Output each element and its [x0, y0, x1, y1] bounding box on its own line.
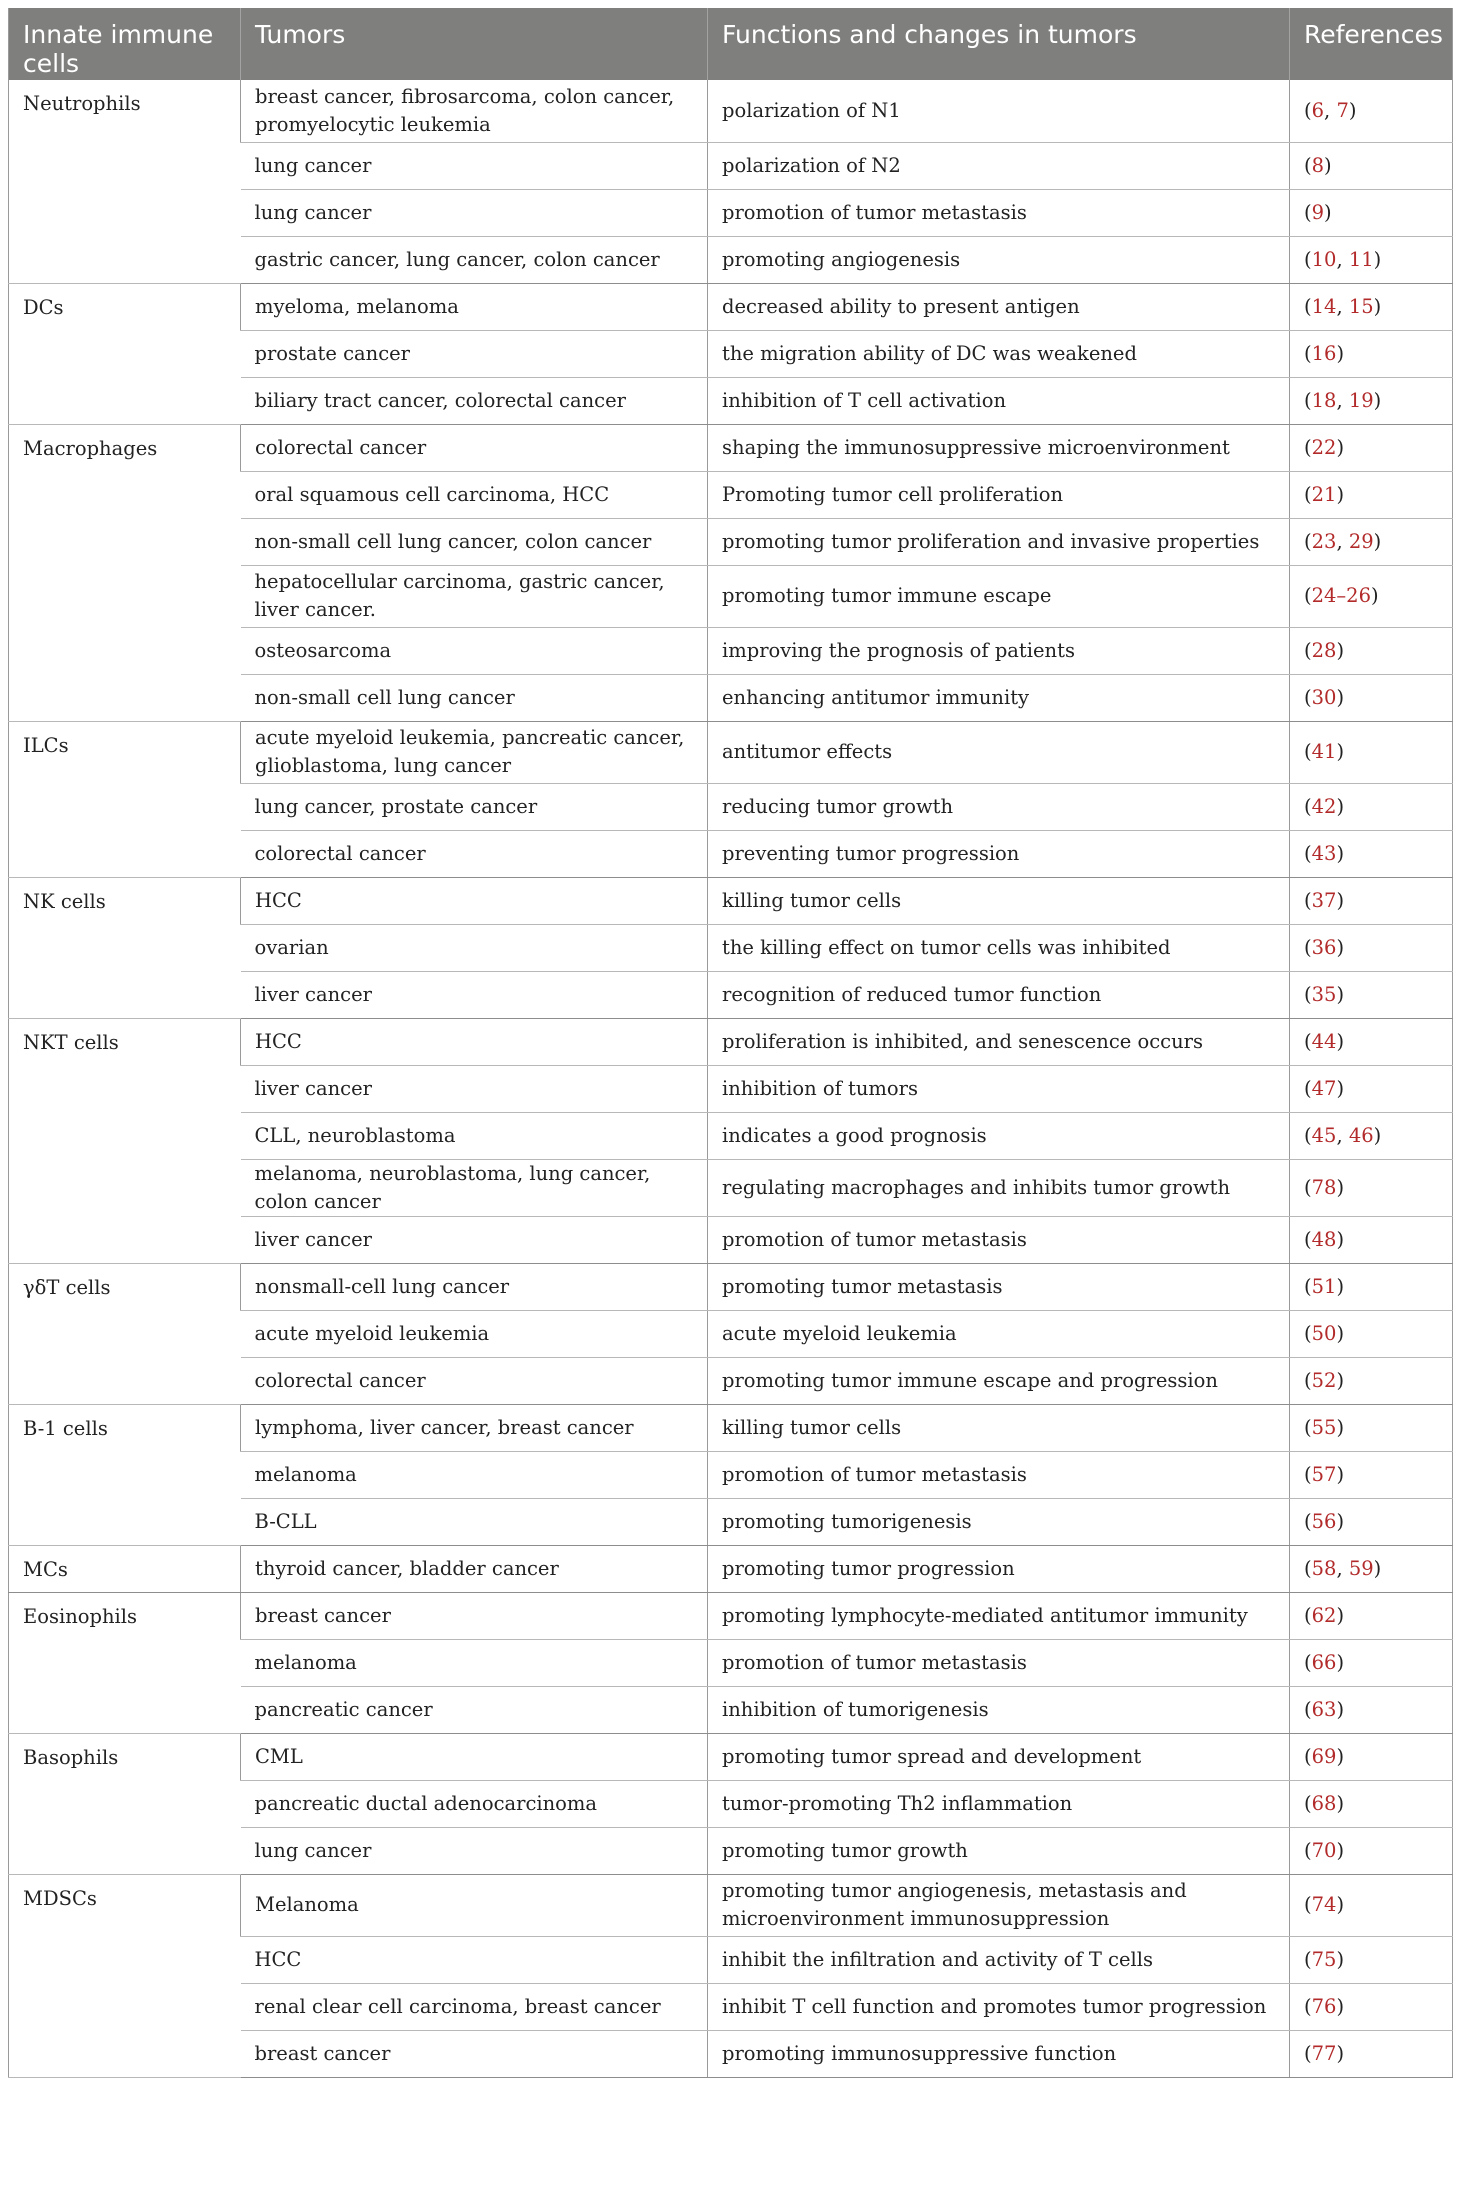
- function-cell: preventing tumor progression: [708, 830, 1290, 877]
- references-cell: (16): [1290, 330, 1453, 377]
- function-cell: inhibit T cell function and promotes tumor progression: [708, 1983, 1290, 2030]
- references-cell: (28): [1290, 627, 1453, 674]
- references-cell: (42): [1290, 783, 1453, 830]
- references-cell: (21): [1290, 471, 1453, 518]
- references-cell: (76): [1290, 1983, 1453, 2030]
- table-row: [9, 1404, 1453, 1451]
- function-cell: tumor-promoting Th2 inflammation: [708, 1780, 1290, 1827]
- innate-immune-cells-table: [8, 8, 1453, 2078]
- reference-link[interactable]: 18: [1311, 388, 1337, 412]
- reference-link[interactable]: 76: [1311, 1994, 1337, 2018]
- function-cell: inhibition of tumors: [708, 1065, 1290, 1112]
- header-functions: Functions and changes in tumors: [708, 8, 1290, 80]
- function-cell: promoting angiogenesis: [708, 236, 1290, 283]
- tumors-cell: melanoma: [241, 1451, 708, 1498]
- reference-link[interactable]: 56: [1311, 1509, 1337, 1533]
- references-cell: (78): [1290, 1159, 1453, 1216]
- tumors-cell: pancreatic cancer: [241, 1686, 708, 1733]
- tumors-cell: oral squamous cell carcinoma, HCC: [241, 471, 708, 518]
- reference-link[interactable]: 70: [1311, 1838, 1337, 1862]
- function-cell: promoting tumor growth: [708, 1827, 1290, 1874]
- references-cell: (69): [1290, 1733, 1453, 1780]
- tumors-cell: myeloma, melanoma: [241, 283, 708, 330]
- reference-link[interactable]: 14: [1311, 294, 1337, 318]
- function-cell: inhibition of T cell activation: [708, 377, 1290, 424]
- function-cell: promoting tumor spread and development: [708, 1733, 1290, 1780]
- function-cell: promotion of tumor metastasis: [708, 1639, 1290, 1686]
- reference-link[interactable]: 45: [1311, 1123, 1337, 1147]
- references-cell: (75): [1290, 1936, 1453, 1983]
- immune-cell-type: ILCs: [9, 721, 241, 877]
- function-cell: promoting tumor metastasis: [708, 1263, 1290, 1310]
- references-cell: (51): [1290, 1263, 1453, 1310]
- immune-cell-type: Basophils: [9, 1733, 241, 1874]
- tumors-cell: CML: [241, 1733, 708, 1780]
- header-tumors: Tumors: [241, 8, 708, 80]
- reference-link[interactable]: 11: [1348, 247, 1374, 271]
- reference-link[interactable]: 69: [1311, 1744, 1337, 1768]
- references-cell: (57): [1290, 1451, 1453, 1498]
- references-cell: (22): [1290, 424, 1453, 471]
- references-cell: (44): [1290, 1018, 1453, 1065]
- references-cell: (45, 46): [1290, 1112, 1453, 1159]
- references-cell: (70): [1290, 1827, 1453, 1874]
- function-cell: promoting immunosuppressive function: [708, 2030, 1290, 2077]
- reference-link[interactable]: 19: [1348, 388, 1374, 412]
- table-row: [9, 1545, 1453, 1592]
- references-cell: (37): [1290, 877, 1453, 924]
- function-cell: promoting tumor angiogenesis, metastasis and microenvironment immunosuppression: [708, 1874, 1290, 1936]
- references-cell: (10, 11): [1290, 236, 1453, 283]
- reference-link[interactable]: 43: [1311, 841, 1337, 865]
- reference-link[interactable]: 23: [1311, 529, 1337, 553]
- table-container: [8, 8, 1452, 2078]
- reference-link[interactable]: 66: [1311, 1650, 1337, 1674]
- tumors-cell: liver cancer: [241, 1216, 708, 1263]
- tumors-cell: non-small cell lung cancer, colon cancer: [241, 518, 708, 565]
- tumors-cell: lung cancer: [241, 142, 708, 189]
- function-cell: inhibit the infiltration and activity of T cells: [708, 1936, 1290, 1983]
- immune-cell-type: B-1 cells: [9, 1404, 241, 1545]
- function-cell: killing tumor cells: [708, 1404, 1290, 1451]
- immune-cell-type: MCs: [9, 1545, 241, 1592]
- immune-cell-type: Macrophages: [9, 424, 241, 721]
- reference-link[interactable]: 62: [1311, 1603, 1337, 1627]
- tumors-cell: breast cancer: [241, 2030, 708, 2077]
- tumors-cell: ovarian: [241, 924, 708, 971]
- tumors-cell: colorectal cancer: [241, 1357, 708, 1404]
- tumors-cell: liver cancer: [241, 1065, 708, 1112]
- tumors-cell: non-small cell lung cancer: [241, 674, 708, 721]
- reference-link[interactable]: 9: [1311, 200, 1325, 224]
- reference-link[interactable]: 8: [1311, 153, 1325, 177]
- table-row: [9, 1263, 1453, 1310]
- reference-link[interactable]: 7: [1336, 98, 1349, 122]
- references-cell: (50): [1290, 1310, 1453, 1357]
- tumors-cell: melanoma, neuroblastoma, lung cancer, colon cancer: [241, 1159, 708, 1216]
- reference-link[interactable]: 46: [1348, 1123, 1374, 1147]
- tumors-cell: breast cancer: [241, 1592, 708, 1639]
- tumors-cell: lymphoma, liver cancer, breast cancer: [241, 1404, 708, 1451]
- function-cell: polarization of N2: [708, 142, 1290, 189]
- tumors-cell: hepatocellular carcinoma, gastric cancer, liver cancer.: [241, 565, 708, 627]
- reference-link[interactable]: 42: [1311, 794, 1337, 818]
- reference-link[interactable]: 37: [1311, 888, 1337, 912]
- tumors-cell: pancreatic ductal adenocarcinoma: [241, 1780, 708, 1827]
- function-cell: improving the prognosis of patients: [708, 627, 1290, 674]
- table-row: [9, 721, 1453, 783]
- references-cell: (36): [1290, 924, 1453, 971]
- references-cell: (8): [1290, 142, 1453, 189]
- references-cell: (35): [1290, 971, 1453, 1018]
- references-cell: (41): [1290, 721, 1453, 783]
- tumors-cell: HCC: [241, 877, 708, 924]
- function-cell: Promoting tumor cell proliferation: [708, 471, 1290, 518]
- table-row: [9, 1018, 1453, 1065]
- table-row: [9, 1733, 1453, 1780]
- function-cell: proliferation is inhibited, and senescence occurs: [708, 1018, 1290, 1065]
- table-row: [9, 283, 1453, 330]
- references-cell: (66): [1290, 1639, 1453, 1686]
- function-cell: recognition of reduced tumor function: [708, 971, 1290, 1018]
- tumors-cell: B-CLL: [241, 1498, 708, 1545]
- function-cell: enhancing antitumor immunity: [708, 674, 1290, 721]
- reference-link[interactable]: 68: [1311, 1791, 1337, 1815]
- reference-link[interactable]: 10: [1311, 247, 1337, 271]
- reference-link[interactable]: 41: [1311, 740, 1337, 763]
- references-cell: (77): [1290, 2030, 1453, 2077]
- function-cell: promoting tumor progression: [708, 1545, 1290, 1592]
- function-cell: promotion of tumor metastasis: [708, 1451, 1290, 1498]
- tumors-cell: lung cancer, prostate cancer: [241, 783, 708, 830]
- immune-cell-type: Neutrophils: [9, 80, 241, 283]
- references-cell: (68): [1290, 1780, 1453, 1827]
- header-row: [9, 8, 1453, 80]
- references-cell: (63): [1290, 1686, 1453, 1733]
- tumors-cell: breast cancer, fibrosarcoma, colon cancer, promyelocytic leukemia: [241, 80, 708, 142]
- immune-cell-type: NK cells: [9, 877, 241, 1018]
- function-cell: the migration ability of DC was weakened: [708, 330, 1290, 377]
- reference-link[interactable]: 29: [1348, 529, 1374, 553]
- references-cell: (43): [1290, 830, 1453, 877]
- immune-cell-type: Eosinophils: [9, 1592, 241, 1733]
- table-row: [9, 1592, 1453, 1639]
- function-cell: decreased ability to present antigen: [708, 283, 1290, 330]
- tumors-cell: gastric cancer, lung cancer, colon cancer: [241, 236, 708, 283]
- function-cell: promoting tumor immune escape: [708, 565, 1290, 627]
- reference-link[interactable]: 59: [1348, 1556, 1374, 1580]
- function-cell: antitumor effects: [708, 721, 1290, 783]
- reference-link[interactable]: 63: [1311, 1697, 1337, 1721]
- tumors-cell: liver cancer: [241, 971, 708, 1018]
- references-cell: (48): [1290, 1216, 1453, 1263]
- references-cell: (62): [1290, 1592, 1453, 1639]
- tumors-cell: prostate cancer: [241, 330, 708, 377]
- reference-link[interactable]: 15: [1348, 294, 1374, 318]
- table-row: [9, 877, 1453, 924]
- function-cell: inhibition of tumorigenesis: [708, 1686, 1290, 1733]
- reference-link[interactable]: 48: [1311, 1227, 1337, 1251]
- references-cell: (23, 29): [1290, 518, 1453, 565]
- reference-link[interactable]: 28: [1311, 638, 1337, 662]
- function-cell: promoting tumor proliferation and invasive properties: [708, 518, 1290, 565]
- references-cell: (24–26): [1290, 565, 1453, 627]
- tumors-cell: CLL, neuroblastoma: [241, 1112, 708, 1159]
- reference-link[interactable]: 75: [1311, 1947, 1337, 1971]
- function-cell: promoting lymphocyte-mediated antitumor immunity: [708, 1592, 1290, 1639]
- tumors-cell: renal clear cell carcinoma, breast cancer: [241, 1983, 708, 2030]
- references-cell: (47): [1290, 1065, 1453, 1112]
- reference-link[interactable]: 77: [1311, 2041, 1337, 2065]
- function-cell: promoting tumorigenesis: [708, 1498, 1290, 1545]
- reference-link[interactable]: 22: [1311, 435, 1337, 459]
- reference-link[interactable]: 51: [1311, 1274, 1337, 1298]
- references-cell: (74): [1290, 1874, 1453, 1936]
- tumors-cell: melanoma: [241, 1639, 708, 1686]
- header-references: References: [1290, 8, 1453, 80]
- references-cell: (6, 7): [1290, 80, 1453, 142]
- reference-link[interactable]: 58: [1311, 1556, 1337, 1580]
- immune-cell-type: γδT cells: [9, 1263, 241, 1404]
- tumors-cell: HCC: [241, 1018, 708, 1065]
- function-cell: reducing tumor growth: [708, 783, 1290, 830]
- function-cell: regulating macrophages and inhibits tumor growth: [708, 1159, 1290, 1216]
- reference-link[interactable]: 24–26: [1311, 584, 1371, 607]
- tumors-cell: Melanoma: [241, 1874, 708, 1936]
- reference-link[interactable]: 44: [1311, 1029, 1337, 1053]
- reference-link[interactable]: 57: [1311, 1462, 1337, 1486]
- reference-link[interactable]: 50: [1311, 1321, 1337, 1345]
- function-cell: killing tumor cells: [708, 877, 1290, 924]
- reference-link[interactable]: 6: [1311, 98, 1325, 122]
- references-cell: (30): [1290, 674, 1453, 721]
- references-cell: (52): [1290, 1357, 1453, 1404]
- reference-link[interactable]: 55: [1311, 1415, 1337, 1439]
- immune-cell-type: DCs: [9, 283, 241, 424]
- immune-cell-type: MDSCs: [9, 1874, 241, 2077]
- tumors-cell: lung cancer: [241, 1827, 708, 1874]
- tumors-cell: HCC: [241, 1936, 708, 1983]
- table-row: [9, 80, 1453, 142]
- reference-link[interactable]: 35: [1311, 982, 1337, 1006]
- tumors-cell: osteosarcoma: [241, 627, 708, 674]
- reference-link[interactable]: 36: [1311, 935, 1337, 959]
- references-cell: (18, 19): [1290, 377, 1453, 424]
- reference-link[interactable]: 78: [1311, 1175, 1337, 1199]
- function-cell: indicates a good prognosis: [708, 1112, 1290, 1159]
- reference-link[interactable]: 47: [1311, 1076, 1337, 1100]
- tumors-cell: colorectal cancer: [241, 424, 708, 471]
- table-row: [9, 424, 1453, 471]
- table-body: [9, 80, 1453, 2077]
- function-cell: the killing effect on tumor cells was inhibited: [708, 924, 1290, 971]
- reference-link[interactable]: 16: [1311, 341, 1337, 365]
- reference-link[interactable]: 30: [1311, 685, 1337, 709]
- reference-link[interactable]: 21: [1311, 482, 1337, 506]
- function-cell: shaping the immunosuppressive microenvironment: [708, 424, 1290, 471]
- function-cell: promotion of tumor metastasis: [708, 1216, 1290, 1263]
- reference-link[interactable]: 74: [1311, 1893, 1337, 1916]
- references-cell: (58, 59): [1290, 1545, 1453, 1592]
- immune-cell-type: NKT cells: [9, 1018, 241, 1263]
- tumors-cell: acute myeloid leukemia, pancreatic cancer, glioblastoma, lung cancer: [241, 721, 708, 783]
- tumors-cell: acute myeloid leukemia: [241, 1310, 708, 1357]
- tumors-cell: colorectal cancer: [241, 830, 708, 877]
- function-cell: polarization of N1: [708, 80, 1290, 142]
- tumors-cell: nonsmall-cell lung cancer: [241, 1263, 708, 1310]
- references-cell: (9): [1290, 189, 1453, 236]
- tumors-cell: lung cancer: [241, 189, 708, 236]
- function-cell: promotion of tumor metastasis: [708, 189, 1290, 236]
- reference-link[interactable]: 52: [1311, 1368, 1337, 1392]
- tumors-cell: biliary tract cancer, colorectal cancer: [241, 377, 708, 424]
- tumors-cell: thyroid cancer, bladder cancer: [241, 1545, 708, 1592]
- references-cell: (56): [1290, 1498, 1453, 1545]
- references-cell: (55): [1290, 1404, 1453, 1451]
- header-innate-immune-cells: Innate immune cells: [9, 8, 241, 80]
- references-cell: (14, 15): [1290, 283, 1453, 330]
- function-cell: promoting tumor immune escape and progression: [708, 1357, 1290, 1404]
- function-cell: acute myeloid leukemia: [708, 1310, 1290, 1357]
- table-row: [9, 1874, 1453, 1936]
